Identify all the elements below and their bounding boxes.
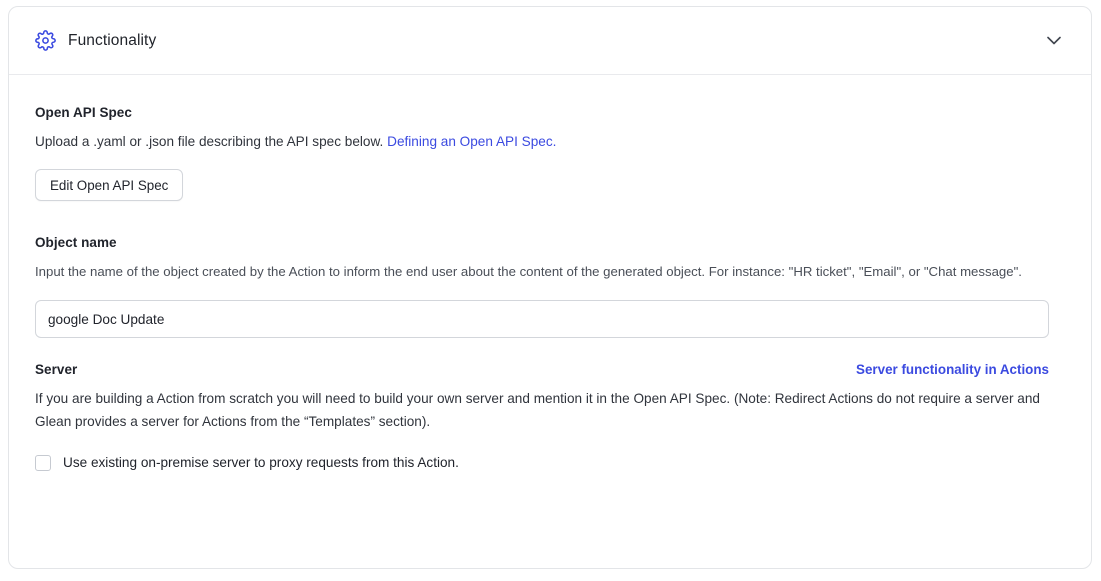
server-section — [35, 362, 1065, 471]
object-name-label: Object name — [35, 235, 117, 251]
panel-header — [9, 7, 1091, 75]
open-api-spec-description — [35, 131, 1045, 153]
edit-open-api-spec-button[interactable]: Edit Open API Spec — [35, 169, 183, 201]
panel-body — [9, 75, 1091, 471]
server-header-row — [35, 362, 1049, 377]
panel-header-left — [35, 30, 156, 51]
object-name-description: Input the name of the object created by the Action to inform the end user about the content of the generated object. For instance: "HR ticket", "Email", or "Chat message". — [35, 264, 1022, 280]
on-premise-server-checkbox-row[interactable] — [35, 455, 1065, 471]
server-description: If you are building a Action from scratch you will need to build your own server and mention it in the Open API Spec. (Note: Redirect Actions do not require a server and Glean provides a server for Actions from the “Templates” section). — [35, 391, 1040, 429]
spacer — [35, 201, 1065, 235]
open-api-spec-section — [35, 105, 1065, 201]
open-api-spec-description-text: Upload a .yaml or .json file describing the API spec below. — [35, 134, 388, 149]
object-name-input[interactable] — [35, 300, 1049, 338]
object-name-section — [35, 235, 1065, 338]
spacer-2 — [35, 338, 1065, 362]
functionality-panel — [8, 6, 1092, 569]
server-label: Server — [35, 362, 78, 378]
defining-open-api-spec-link[interactable]: Defining an Open API Spec. — [387, 134, 557, 149]
server-functionality-link[interactable]: Server functionality in Actions — [856, 362, 1049, 378]
on-premise-server-checkbox[interactable] — [35, 455, 51, 471]
gear-icon — [35, 30, 56, 51]
open-api-spec-label: Open API Spec — [35, 105, 132, 120]
on-premise-server-checkbox-label[interactable]: Use existing on-premise server to proxy requests from this Action. — [63, 455, 459, 471]
page-title: Functionality — [68, 31, 157, 49]
chevron-down-icon[interactable] — [1043, 30, 1065, 52]
